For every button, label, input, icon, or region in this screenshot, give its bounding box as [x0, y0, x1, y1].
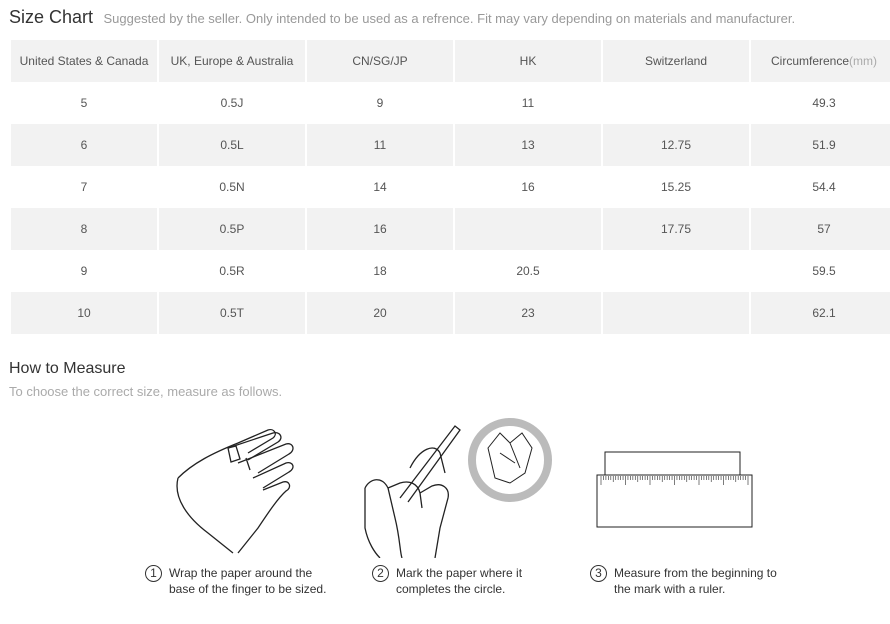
- table-header-row: [11, 40, 890, 82]
- step-line: Mark the paper where it: [396, 566, 523, 580]
- col-header-label: HK: [519, 54, 537, 68]
- col-header-circumference: [751, 40, 890, 82]
- table-cell: 17.75: [603, 208, 749, 250]
- how-to-measure-section: [9, 360, 282, 399]
- table-cell: 5: [80, 96, 88, 110]
- col-header-ch: [603, 40, 749, 82]
- table-cell: 18: [373, 264, 387, 278]
- table-cell: 23: [455, 292, 601, 334]
- step-text: [169, 565, 326, 597]
- section-subtitle: To choose the correct size, measure as follows.: [9, 384, 283, 399]
- table-cell: 9: [376, 96, 384, 110]
- table-cell: 11: [521, 96, 535, 110]
- table-row: [11, 124, 890, 166]
- table-cell: 7: [80, 180, 88, 194]
- table-row: [11, 250, 890, 292]
- table-row: [11, 208, 890, 250]
- table-cell: 16: [307, 208, 453, 250]
- col-header-uk: [159, 40, 305, 82]
- unit-label: (mm): [849, 54, 877, 68]
- step-line: Wrap the paper around the: [169, 566, 313, 580]
- table-cell: 14: [373, 180, 387, 194]
- table-row: [11, 82, 890, 124]
- table-cell: [603, 82, 749, 124]
- col-header-label: United States & Canada: [19, 54, 149, 68]
- table-cell: 59.5: [812, 264, 836, 278]
- size-table: [9, 40, 890, 334]
- table-cell: 0.5N: [219, 180, 245, 194]
- table-cell: 0.5L: [159, 124, 305, 166]
- table-cell: 0.5J: [220, 96, 244, 110]
- table-cell: 9: [80, 264, 88, 278]
- step-line: Measure from the beginning to: [614, 566, 777, 580]
- col-header-label: Circumference: [770, 54, 850, 68]
- table-cell: 57: [751, 208, 890, 250]
- step-number: 2: [372, 565, 389, 582]
- col-header-label: UK, Europe & Australia: [170, 54, 294, 68]
- table-cell: 12.75: [603, 124, 749, 166]
- step-line: base of the finger to be sized.: [169, 582, 327, 596]
- table-cell: 8: [11, 208, 157, 250]
- step-number: 3: [590, 565, 607, 582]
- col-header-us: [11, 40, 157, 82]
- step-line: completes the circle.: [396, 582, 506, 596]
- step-line: the mark with a ruler.: [614, 582, 726, 596]
- col-header-label: Switzerland: [644, 54, 708, 68]
- page-title: Size Chart: [9, 7, 94, 27]
- table-cell: [603, 292, 749, 334]
- table-cell: 0.5P: [159, 208, 305, 250]
- table-row: [11, 166, 890, 208]
- table-cell: 51.9: [751, 124, 890, 166]
- table-row: [11, 292, 890, 334]
- table-cell: 6: [11, 124, 157, 166]
- table-cell: 0.5T: [159, 292, 305, 334]
- col-header-hk: [455, 40, 601, 82]
- table-cell: [603, 250, 749, 292]
- table-cell: 49.3: [812, 96, 836, 110]
- section-title: How to Measure: [9, 360, 126, 377]
- table-cell: 62.1: [751, 292, 890, 334]
- table-cell: 20.5: [516, 264, 540, 278]
- col-header-label: CN/SG/JP: [352, 54, 408, 68]
- table-cell: 15.25: [660, 180, 692, 194]
- table-cell: 0.5R: [219, 264, 245, 278]
- header-note: Suggested by the seller. Only intended to be used as a refrence. Fit may vary depending on materials and manufacturer.: [103, 11, 796, 26]
- size-chart-header: [9, 7, 795, 28]
- table-cell: 13: [455, 124, 601, 166]
- step-text: [614, 565, 777, 597]
- table-cell: 10: [11, 292, 157, 334]
- table-cell: [455, 208, 601, 250]
- col-header-cn: [307, 40, 453, 82]
- hand-wrap-icon: [168, 418, 308, 558]
- table-cell: 11: [307, 124, 453, 166]
- table-cell: 20: [307, 292, 453, 334]
- table-cell: 54.4: [812, 180, 836, 194]
- step-number: 1: [145, 565, 162, 582]
- ruler-icon: [595, 418, 755, 530]
- hand-mark-icon: [360, 418, 560, 558]
- table-cell: 16: [521, 180, 535, 194]
- step-text: [396, 565, 522, 597]
